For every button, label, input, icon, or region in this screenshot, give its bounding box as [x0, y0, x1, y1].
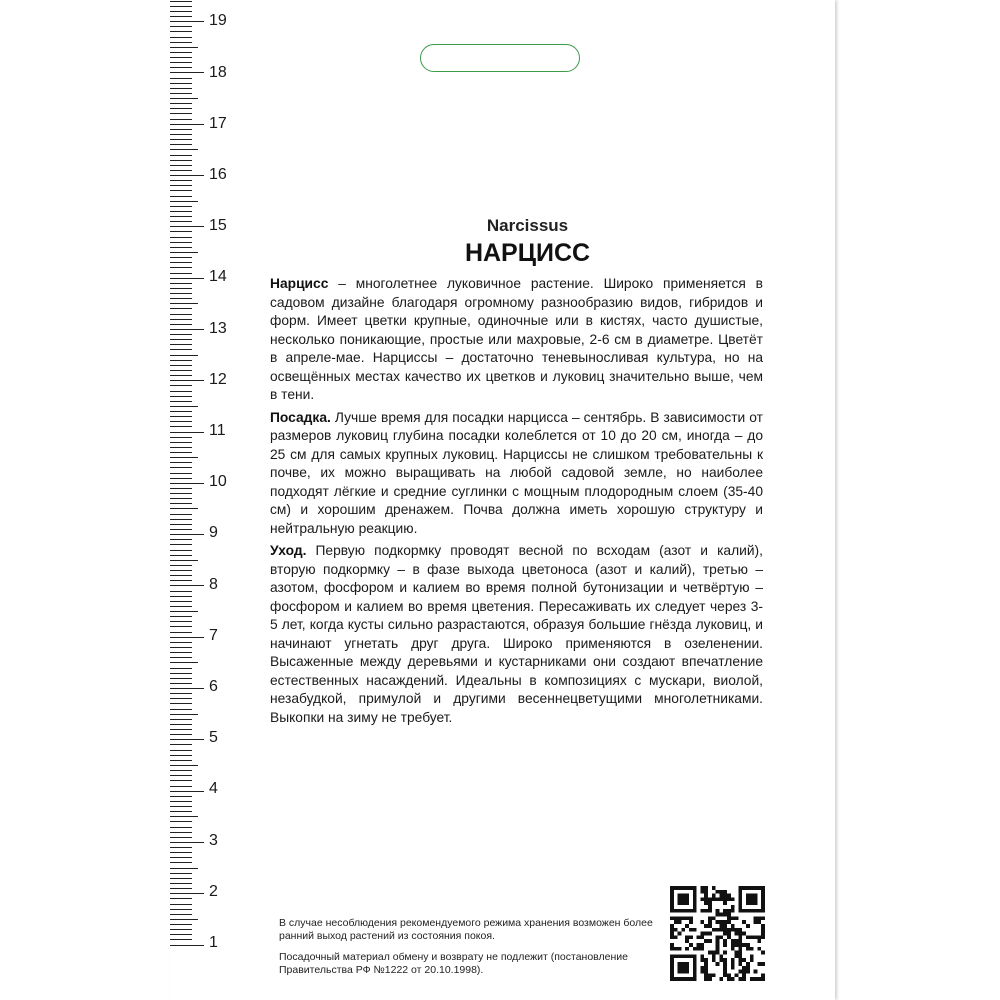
ruler-tick [170, 585, 204, 586]
ruler-number: 12 [209, 370, 227, 388]
intro-text: – многолетнее луковичное растение. Широко применяется в садовом дизайне благодаря огромному разнообразию видов, гибридов и форм. Имеет цветки крупные, одиночные или в кистях, часто душистые, несколько поникающие, простые или махровые, 2-6 см в диаметре. Цветёт в апреле-мае. Нарциссы – достаточно теневыносливая культура, но на освещённых местах качество их цветков и луковиц значительно выше, чем в тени. [270, 276, 763, 402]
ruler-tick [170, 591, 192, 592]
ruler-tick [170, 616, 192, 617]
ruler-tick [170, 349, 192, 350]
ruler-tick [170, 724, 192, 725]
ruler-tick [170, 119, 192, 120]
ruler-tick [170, 62, 192, 63]
ruler-tick [170, 657, 192, 658]
ruler-tick [170, 149, 198, 150]
ruler-tick [170, 934, 192, 935]
ruler-tick [170, 196, 192, 197]
ruler-tick [170, 47, 198, 48]
ruler-tick [170, 821, 192, 822]
ruler-number: 16 [209, 166, 227, 183]
ruler-tick [170, 493, 192, 494]
ruler-tick [170, 498, 192, 499]
ruler-tick [170, 539, 192, 540]
ruler-tick [170, 775, 192, 776]
ruler-tick [170, 426, 192, 427]
ruler-tick [170, 760, 192, 761]
ruler-tick [170, 129, 192, 130]
ruler-tick [170, 519, 192, 520]
ruler-tick [170, 42, 192, 43]
ruler-tick [170, 637, 204, 638]
ruler-tick [170, 555, 192, 556]
ruler-tick [170, 303, 198, 304]
ruler-number: 14 [209, 268, 227, 286]
ruler-number: 6 [209, 678, 218, 695]
care-text: Первую подкормку проводят весной по всходам (азот и калий), вторую подкормку – в фазе выхода цветоноса (азот и калий), третью – азотом, фосфором и калием во время полной бутонизации и четвёртую – фосфором и калием во время цветения. Пересаживать их следует через 3-5 лет, когда кусты сильно разрастаются, образуя большие гнёзда луковиц, и начинают угнетать друг друга. Широко применяются в озеленении. Высаженные между деревьями и кустарниками они создают впечатление естественных насаждений. Идеальны в композициях с мускари, виолой, незабудкой, примулой и другими весеннецветущими многолетниками. Выкопки на зиму не требует. [270, 543, 763, 725]
ruler-tick [170, 883, 192, 884]
ruler-tick [170, 447, 192, 448]
ruler-tick [170, 601, 192, 602]
ruler-tick [170, 621, 192, 622]
ruler-tick [170, 565, 192, 566]
ruler-tick [170, 473, 192, 474]
ruler-tick [170, 457, 198, 458]
ruler-tick [170, 339, 192, 340]
ruler-tick [170, 550, 192, 551]
ruler-tick [170, 78, 192, 79]
ruler-tick [170, 452, 192, 453]
ruler-tick [170, 852, 192, 853]
ruler-tick [170, 139, 192, 140]
ruler-number: 18 [209, 63, 227, 81]
ruler-tick [170, 108, 192, 109]
ruler-tick [170, 503, 192, 504]
ruler-tick [170, 596, 192, 597]
ruler-tick [170, 421, 192, 422]
product-description [270, 275, 763, 731]
product-title: НАРЦИСС [464, 239, 591, 267]
ruler-tick [170, 929, 192, 930]
ruler-tick [170, 406, 198, 407]
intro-paragraph [270, 275, 763, 405]
ruler-tick [170, 26, 192, 27]
ruler-tick [170, 170, 192, 171]
ruler-tick [170, 816, 198, 817]
ruler-tick [170, 67, 192, 68]
ruler-tick [170, 324, 192, 325]
ruler-tick [170, 739, 204, 740]
ruler-tick [170, 190, 192, 191]
ruler-tick [170, 11, 192, 12]
ruler-tick [170, 786, 192, 787]
ruler-tick [170, 16, 192, 17]
ruler-tick [170, 919, 198, 920]
ruler-tick [170, 308, 192, 309]
ruler-tick [170, 380, 204, 381]
ruler-tick [170, 811, 192, 812]
ruler-tick [170, 529, 192, 530]
ruler-tick [170, 832, 192, 833]
ruler-tick [170, 544, 192, 545]
ruler-tick [170, 298, 192, 299]
ruler-tick [170, 31, 192, 32]
ruler-tick [170, 329, 204, 330]
ruler-tick [170, 750, 192, 751]
ruler-tick [170, 72, 204, 73]
ruler-number: 9 [209, 524, 218, 542]
ruler-tick [170, 734, 192, 735]
ruler-tick [170, 144, 192, 145]
ruler-number: 19 [209, 12, 227, 30]
ruler-tick [170, 534, 204, 535]
ruler-tick [170, 319, 192, 320]
ruler-tick [170, 847, 192, 848]
ruler-number: 11 [209, 422, 226, 439]
ruler-tick [170, 673, 192, 674]
ruler-tick [170, 391, 192, 392]
ruler-tick [170, 868, 198, 869]
ruler-tick [170, 314, 192, 315]
ruler-tick [170, 570, 192, 571]
ruler-tick [170, 37, 192, 38]
ruler-tick [170, 796, 192, 797]
ruler-tick [170, 719, 192, 720]
ruler-tick [170, 488, 192, 489]
footer-notes [279, 917, 669, 985]
ruler-number: 17 [209, 114, 227, 132]
ruler-tick [170, 52, 192, 53]
ruler-tick [170, 857, 192, 858]
ruler-tick [170, 827, 192, 828]
ruler-tick [170, 904, 192, 905]
ruler-tick [170, 693, 192, 694]
ruler-tick [170, 175, 204, 176]
ruler-number: 5 [209, 729, 218, 747]
ruler-tick [170, 165, 192, 166]
care-term: Уход. [270, 543, 307, 558]
storage-note: В случае несоблюдения рекомендуемого режима хранения возможен более ранний выход растений из состояния покоя. [279, 917, 653, 942]
ruler-tick [170, 842, 204, 843]
ruler-tick [170, 626, 192, 627]
ruler-tick [170, 873, 192, 874]
ruler-tick [170, 914, 192, 915]
ruler-number: 13 [209, 319, 227, 337]
ruler-tick [170, 1, 192, 2]
ruler-tick [170, 155, 192, 156]
ruler-tick [170, 442, 192, 443]
ruler-tick [170, 632, 192, 633]
ruler-tick [170, 703, 192, 704]
ruler-tick [170, 432, 204, 433]
ruler-tick [170, 611, 198, 612]
ruler-tick [170, 365, 192, 366]
ruler-number: 3 [209, 831, 218, 849]
ruler-tick [170, 103, 192, 104]
ruler-tick [170, 744, 192, 745]
ruler-tick [170, 360, 192, 361]
ruler-tick [170, 288, 192, 289]
ruler-number: 10 [209, 473, 227, 491]
ruler-tick [170, 416, 192, 417]
ruler-tick [170, 113, 192, 114]
ruler-tick [170, 375, 192, 376]
ruler-tick [170, 606, 192, 607]
ruler-tick [170, 709, 192, 710]
ruler-tick [170, 898, 192, 899]
ruler-tick [170, 888, 192, 889]
ruler-tick [170, 355, 198, 356]
care-paragraph [270, 542, 763, 727]
ruler-tick [170, 729, 192, 730]
ruler-tick [170, 508, 198, 509]
ruler-tick [170, 668, 192, 669]
planting-paragraph [270, 409, 763, 539]
ruler-tick [170, 780, 192, 781]
ruler-tick [170, 924, 192, 925]
ruler-tick [170, 862, 192, 863]
ruler-tick [170, 344, 192, 345]
ruler-tick [170, 411, 192, 412]
ruler-tick [170, 124, 204, 125]
ruler-tick [170, 575, 192, 576]
ruler-tick [170, 514, 192, 515]
ruler-tick [170, 652, 192, 653]
ruler-tick [170, 806, 192, 807]
ruler-tick [170, 524, 192, 525]
hang-hole-outline [420, 44, 580, 72]
ruler-tick [170, 462, 192, 463]
ruler-tick [170, 185, 192, 186]
intro-term: Нарцисс [270, 276, 329, 291]
ruler-number: 1 [209, 934, 218, 951]
ruler-tick [170, 765, 198, 766]
ruler-tick [170, 698, 192, 699]
ruler-tick [170, 206, 192, 207]
ruler-tick [170, 160, 192, 161]
ruler-tick [170, 801, 192, 802]
ruler-tick [170, 683, 192, 684]
ruler-tick [170, 334, 192, 335]
ruler-tick [170, 21, 204, 22]
ruler-tick [170, 98, 198, 99]
ruler-tick [170, 642, 192, 643]
ruler-number: 7 [209, 626, 218, 644]
ruler-tick [170, 278, 204, 279]
planting-term: Посадка. [270, 409, 331, 425]
ruler-tick [170, 57, 192, 58]
ruler-number: 2 [209, 882, 218, 900]
ruler-tick [170, 483, 204, 484]
ruler-tick [170, 755, 192, 756]
ruler-tick [170, 201, 198, 202]
ruler-tick [170, 837, 192, 838]
ruler-tick [170, 580, 192, 581]
ruler-tick [170, 6, 192, 7]
ruler-tick [170, 293, 192, 294]
planting-text: Лучше время для посадки нарцисса – сентябрь. В зависимости от размеров луковиц глубина посадки колеблется от 10 до 20 см, иногда – до 25 см для самых крупных луковиц. Нарциссы не слишком требовательны к почве, их можно выращивать на любой садовой земле, но наиболее подходят лёгкие и средние суглинки с мощным плодородным слоем (35-40 см) и хорошим дренажем. Почва должна иметь хорошую структуру и нейтральную реакцию. [270, 409, 763, 536]
ruler-number: 4 [209, 780, 218, 798]
ruler-tick [170, 370, 192, 371]
legal-note: Посадочный материал обмену и возврату не подлежит (постановление Правительства РФ №1222 от 20.10.1998). [279, 951, 628, 976]
ruler-tick [170, 909, 192, 910]
ruler-tick [170, 467, 192, 468]
ruler-tick [170, 273, 192, 274]
ruler-tick [170, 878, 192, 879]
ruler-number: 15 [209, 217, 227, 235]
measurement-ruler [170, 0, 240, 1000]
ruler-tick [170, 893, 204, 894]
ruler-number: 8 [209, 575, 218, 593]
ruler-tick [170, 714, 198, 715]
ruler-tick [170, 770, 192, 771]
ruler-tick [170, 83, 192, 84]
ruler-tick [170, 93, 192, 94]
latin-name: Narcissus [486, 216, 569, 235]
ruler-tick [170, 791, 204, 792]
ruler-tick [170, 647, 192, 648]
ruler-tick [170, 478, 192, 479]
ruler-tick [170, 211, 192, 212]
ruler-tick [170, 385, 192, 386]
ruler-tick [170, 396, 192, 397]
ruler-tick [170, 437, 192, 438]
ruler-tick [170, 283, 192, 284]
ruler-tick [170, 401, 192, 402]
ruler-tick [170, 688, 204, 689]
ruler-tick [170, 180, 192, 181]
ruler-tick [170, 560, 198, 561]
ruler-tick [170, 945, 204, 946]
ruler-tick [170, 939, 192, 940]
ruler-tick [170, 678, 192, 679]
qr-code-icon [670, 886, 765, 981]
ruler-tick [170, 134, 192, 135]
ruler-tick [170, 662, 198, 663]
ruler-tick [170, 88, 192, 89]
ruler-tick [170, 237, 192, 238]
